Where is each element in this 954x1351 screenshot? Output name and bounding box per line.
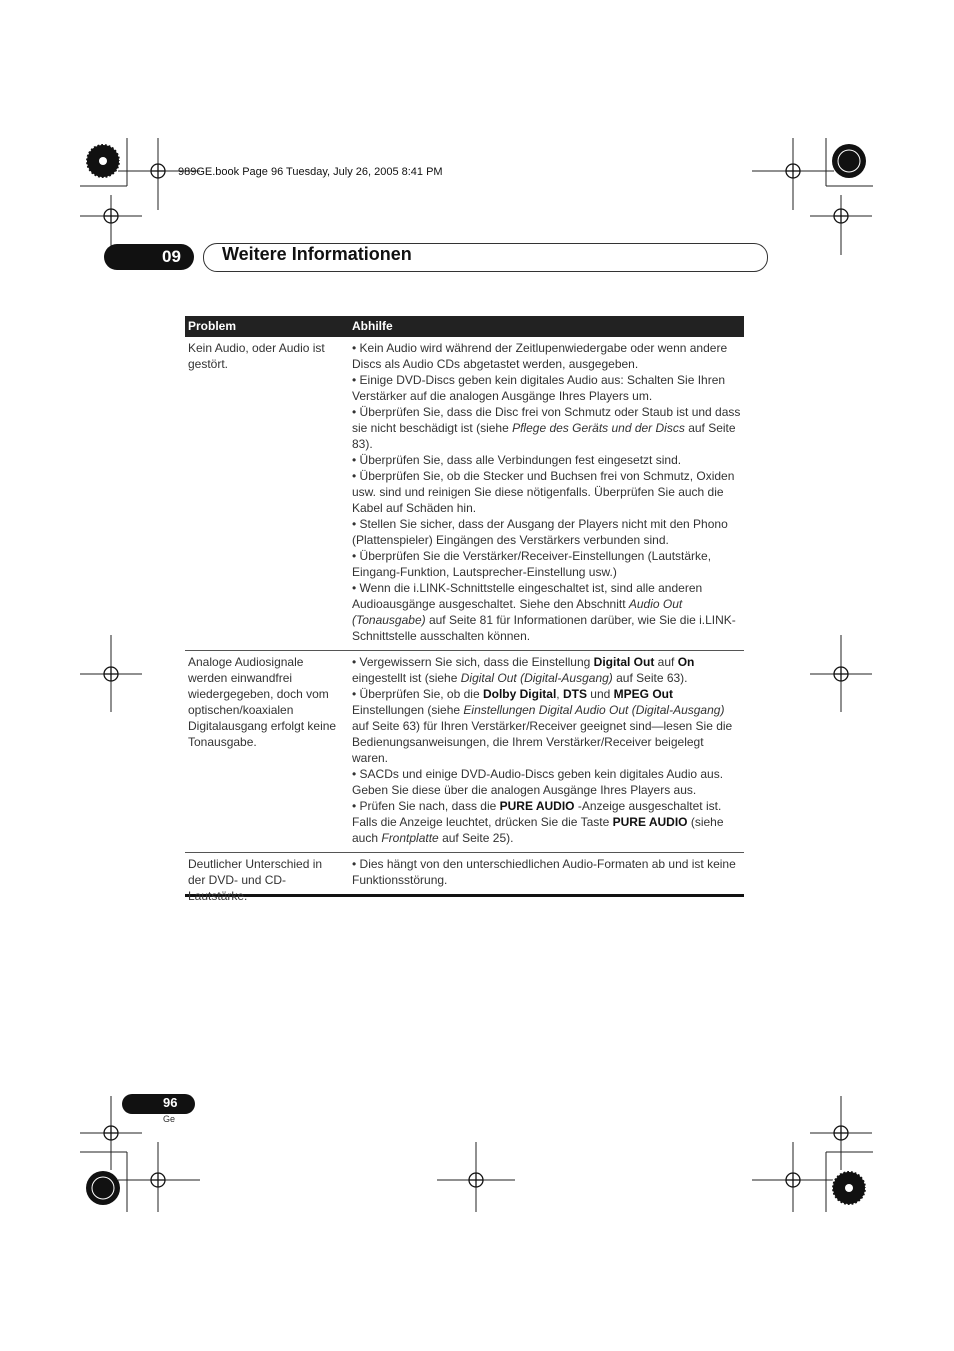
chapter-title: Weitere Informationen [222, 244, 412, 264]
remedy-text: Einstellungen Digital Audio Out (Digital-Ausgang) [463, 703, 725, 717]
remedy-item [352, 856, 742, 888]
remedy-text: • Dies hängt von den unterschiedlichen Audio-Formaten ab und ist keine Funktionsstörung. [352, 857, 736, 887]
remedy-item [352, 766, 742, 798]
remedy-text: auf Seite 63) für Ihren Verstärker/Receiver geeignet sind—lesen Sie die Bedienungsanweisungen, die Ihrem Verstärker/Receiver beigelegt waren. [352, 719, 733, 765]
remedy-text: und [586, 687, 614, 701]
remedy-text: , [556, 687, 563, 701]
remedy-text: • Prüfen Sie nach, dass die [352, 799, 500, 813]
remedy-cell [352, 853, 742, 894]
problem-cell: Deutlicher Unterschied in der DVD- und CD-Lautstärke. [188, 857, 323, 903]
remedy-text: auf Seite 25). [438, 831, 514, 845]
remedy-text: auf Seite 83). [352, 421, 736, 451]
remedy-text: auf Seite 63). [612, 671, 688, 685]
remedy-text: auf [654, 655, 678, 669]
page-number: 96 [163, 1095, 178, 1110]
remedy-item [352, 516, 742, 548]
remedy-item [352, 798, 742, 846]
remedy-text: • Überprüfen Sie die Verstärker/Receiver-Einstellungen (Lautstärke, Eingang-Funktion, Lautsprecher-Einstellung usw.) [352, 549, 712, 579]
remedy-text: eingestellt ist (siehe [352, 671, 461, 685]
remedy-cell [352, 337, 742, 650]
remedy-text: -Anzeige ausgeschaltet ist. Falls die Anzeige leuchtet, drücken Sie die Taste [352, 799, 722, 829]
header-problem: Problem [188, 319, 237, 333]
table-row [185, 651, 744, 853]
remedy-item [352, 468, 742, 516]
remedy-text: • Einige DVD-Discs geben kein digitales Audio aus: Schalten Sie Ihren Verstärker auf die analogen Ausgänge Ihres Players um. [352, 373, 726, 403]
remedy-text: On [677, 655, 695, 669]
remedy-item [352, 340, 742, 372]
header-remedy: Abhilfe [352, 319, 393, 333]
remedy-text: • Vergewissern Sie sich, dass die Einstellung [352, 655, 594, 669]
remedy-text: Digital Out (Digital-Ausgang) [460, 671, 613, 685]
troubleshooting-table [185, 316, 744, 903]
remedy-text: PURE AUDIO [499, 799, 575, 813]
remedy-text: Einstellungen (siehe [352, 703, 464, 717]
remedy-text: DTS [562, 687, 587, 701]
remedy-text: Pflege des Geräts und der Discs [512, 421, 685, 435]
remedy-text: • SACDs und einige DVD-Audio-Discs geben kein digitales Audio aus. Geben Sie diese über die analogen Ausgänge Ihres Players aus. [352, 767, 724, 797]
table-row [185, 337, 744, 651]
remedy-item [352, 404, 742, 452]
problem-cell: Kein Audio, oder Audio ist gestört. [188, 341, 325, 371]
problem-cell: Analoge Audiosignale werden einwandfrei wiedergegeben, doch vom optischen/koaxialen Digitalausgang erfolgt keine Tonausgabe. [188, 655, 337, 749]
remedy-text: MPEG Out [613, 687, 674, 701]
remedy-text: • Überprüfen Sie, dass die Disc frei von Schmutz oder Staub ist und dass sie nicht beschädigt ist (siehe [352, 405, 741, 435]
page-language: Ge [163, 1114, 176, 1124]
remedy-text: • Stellen Sie sicher, dass der Ausgang der Players nicht mit den Phono (Plattenspieler) Eingängen des Verstärkers verbunden sind. [352, 517, 728, 547]
remedy-text: • Überprüfen Sie, ob die [352, 687, 483, 701]
file-header: 989GE.book Page 96 Tuesday, July 26, 2005 8:41 PM [178, 166, 443, 178]
remedy-item [352, 548, 742, 580]
remedy-item [352, 686, 742, 766]
remedy-text: auf Seite 81 für Informationen darüber, wie Sie die i.LINK-Schnittstelle ausschalten können. [352, 613, 736, 643]
remedy-text: (siehe auch [352, 815, 724, 845]
remedy-text: Audio Out (Tonausgabe) [352, 597, 683, 627]
remedy-text: • Überprüfen Sie, ob die Stecker und Buchsen frei von Schmutz, Oxiden usw. sind und reinigen Sie diese nötigenfalls. Überprüfen Sie auch die Kabel auf Schäden hin. [352, 469, 735, 515]
remedy-text: Dolby Digital [482, 687, 557, 701]
remedy-cell [352, 651, 742, 852]
remedy-item [352, 372, 742, 404]
chapter-badge [104, 244, 194, 270]
remedy-item [352, 580, 742, 644]
remedy-text: • Wenn die i.LINK-Schnittstelle eingeschaltet ist, sind alle anderen Audioausgänge ausgeschaltet. Siehe den Abschnitt [352, 581, 703, 611]
remedy-text: • Kein Audio wird während der Zeitlupenwiedergabe oder wenn andere Discs als Audio CDs abgetastet werden, ausgegeben. [352, 341, 728, 371]
remedy-text: • Überprüfen Sie, dass alle Verbindungen fest eingesetzt sind. [352, 453, 682, 467]
remedy-item [352, 654, 742, 686]
remedy-text: Frontplatte [381, 831, 439, 845]
remedy-text: PURE AUDIO [612, 815, 688, 829]
chapter-number: 09 [162, 247, 181, 266]
table-row [185, 853, 744, 903]
table-header [185, 316, 744, 337]
remedy-item [352, 452, 742, 468]
remedy-text: Digital Out [593, 655, 655, 669]
page-number-badge [122, 1094, 195, 1114]
